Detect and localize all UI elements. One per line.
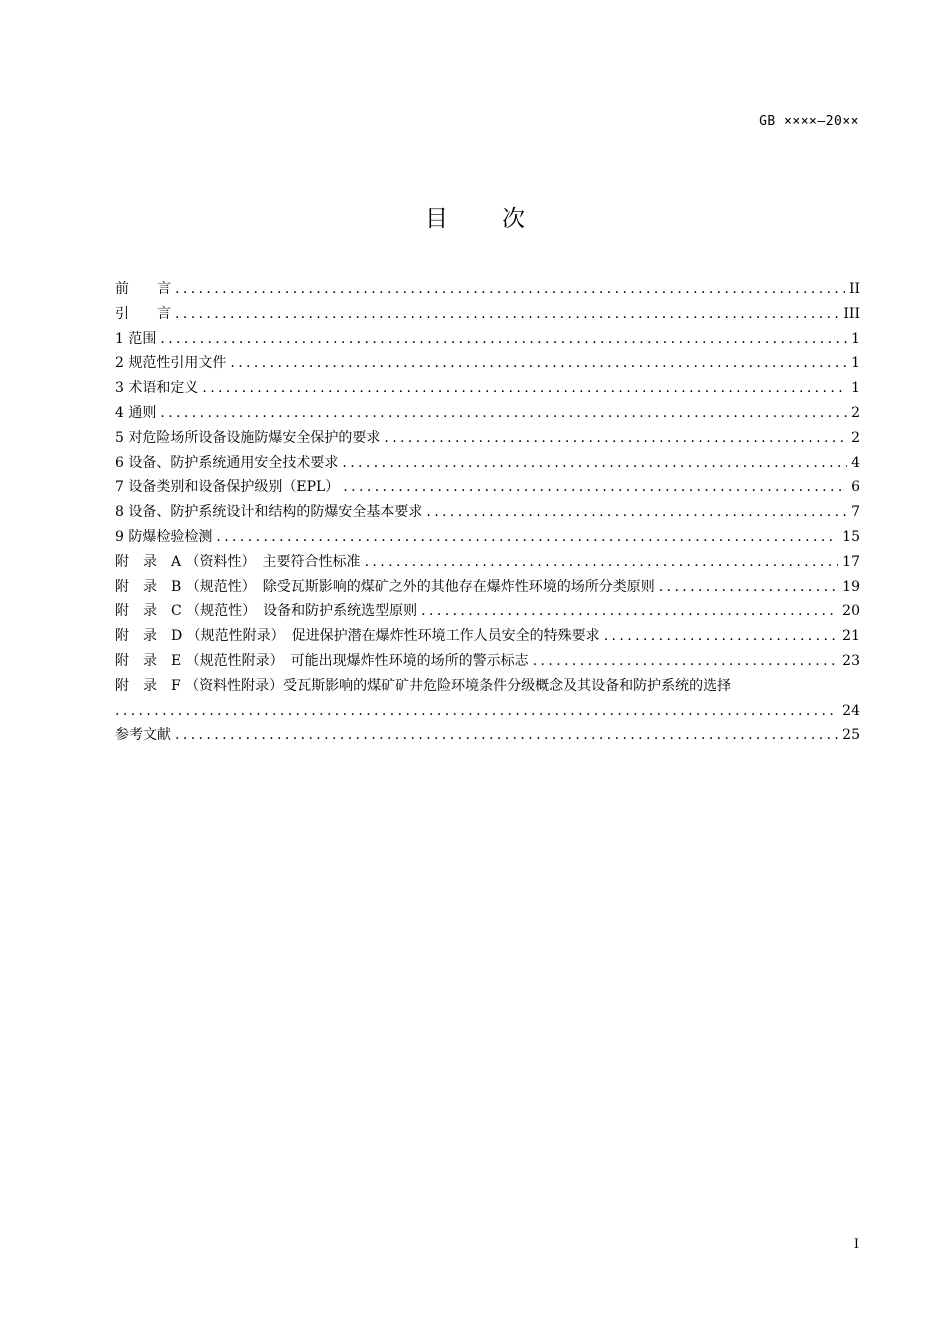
toc-entry-label: 附 录 B （规范性） 除受瓦斯影响的煤矿之外的其他存在爆炸性环境的场所分类原则	[115, 578, 655, 595]
toc-entry-terms-definitions[interactable]	[115, 376, 860, 401]
toc-entry-label: 4 通则	[115, 404, 157, 421]
toc-entry-bibliography[interactable]	[115, 723, 860, 748]
toc-leader-dots	[160, 401, 847, 426]
toc-entry-page: 23	[842, 652, 860, 669]
toc-leader-dots	[659, 575, 838, 600]
toc-entry-label: 附 录 F （资料性附录）受瓦斯影响的煤矿矿井危险环境条件分级概念及其设备和防护系统的选择	[115, 677, 732, 694]
toc-entry-section-5[interactable]	[115, 426, 860, 451]
toc-entry-page: 1	[851, 380, 860, 397]
toc-entry-label: 3 术语和定义	[115, 380, 199, 397]
toc-leader-dots	[230, 351, 847, 376]
toc-entry-label: 参考文献	[115, 727, 171, 744]
toc-entry-label: 2 规范性引用文件	[115, 355, 227, 372]
toc-entry-page: 7	[851, 504, 860, 521]
toc-entry-label: 1 范围	[115, 330, 157, 347]
standard-code: GB ××××—20××	[759, 114, 859, 129]
toc-entry-page: 1	[851, 355, 860, 372]
toc-leader-dots	[202, 376, 847, 401]
toc-entry-section-9[interactable]	[115, 525, 860, 550]
toc-entry-label: 7 设备类别和设备保护级别（EPL）	[115, 479, 340, 496]
toc-entry-introduction[interactable]	[115, 302, 860, 327]
toc-entry-annex-d[interactable]	[115, 624, 860, 649]
toc-entry-label: 前 言	[115, 281, 171, 297]
toc-entry-page: 15	[842, 528, 860, 545]
toc-entry-label: 5 对危险场所设备设施防爆安全保护的要求	[115, 429, 381, 446]
toc-leader-dots	[175, 723, 838, 748]
toc-leader-dots	[175, 277, 845, 302]
toc-entry-page: 1	[851, 330, 860, 347]
toc-entry-page: 4	[851, 454, 860, 471]
toc-entry-page: 21	[842, 628, 860, 645]
toc-entry-scope[interactable]	[115, 327, 860, 352]
toc-entry-annex-f-continued[interactable]	[115, 699, 860, 724]
toc-leader-dots	[342, 451, 847, 476]
toc-entry-annex-b[interactable]	[115, 575, 860, 600]
toc-leader-dots	[533, 649, 839, 674]
toc-leader-dots	[421, 599, 838, 624]
toc-entry-label: 附 录 E （规范性附录） 可能出现爆炸性环境的场所的警示标志	[115, 652, 529, 669]
toc-entry-page: 2	[851, 404, 860, 421]
toc-entry-page: 17	[842, 553, 860, 570]
toc-entry-section-7[interactable]	[115, 475, 860, 500]
toc-entry-page: 19	[842, 578, 860, 595]
toc-entry-foreword[interactable]	[115, 277, 860, 302]
toc-entry-section-8[interactable]	[115, 500, 860, 525]
toc-entry-page: 20	[842, 603, 860, 620]
toc-entry-label: 附 录 C （规范性） 设备和防护系统选型原则	[115, 603, 418, 620]
toc-entry-page: 24	[842, 702, 860, 719]
toc-leader-dots	[115, 699, 838, 724]
toc-leader-dots	[343, 475, 847, 500]
toc-entry-annex-f[interactable]	[115, 674, 860, 699]
toc-entry-label: 9 防爆检验检测	[115, 528, 213, 545]
toc-leader-dots	[216, 525, 838, 550]
toc-entry-page: 2	[851, 429, 860, 446]
toc-leader-dots	[426, 500, 847, 525]
table-of-contents	[115, 277, 860, 748]
toc-leader-dots	[604, 624, 838, 649]
toc-leader-dots	[175, 302, 839, 327]
toc-entry-label: 引 言	[115, 305, 171, 322]
toc-entry-normative-references[interactable]	[115, 351, 860, 376]
toc-entry-page: II	[848, 281, 860, 297]
page-number: I	[853, 1237, 859, 1252]
toc-leader-dots	[384, 426, 847, 451]
toc-entry-annex-a[interactable]	[115, 550, 860, 575]
toc-leader-dots	[160, 327, 847, 352]
toc-entry-section-6[interactable]	[115, 451, 860, 476]
toc-entry-label: 6 设备、防护系统通用安全技术要求	[115, 454, 339, 471]
toc-entry-label: 附 录 D （规范性附录） 促进保护潜在爆炸性环境工作人员安全的特殊要求	[115, 628, 600, 645]
page-title: 目次	[425, 206, 579, 232]
toc-entry-annex-c[interactable]	[115, 599, 860, 624]
toc-entry-general[interactable]	[115, 401, 860, 426]
toc-entry-label: 附 录 A （资料性） 主要符合性标准	[115, 553, 361, 570]
toc-entry-page: III	[843, 305, 860, 322]
toc-entry-page: 6	[851, 479, 860, 496]
toc-entry-label: 8 设备、防护系统设计和结构的防爆安全基本要求	[115, 504, 423, 521]
toc-entry-page: 25	[842, 727, 860, 744]
toc-entry-annex-e[interactable]	[115, 649, 860, 674]
toc-leader-dots	[365, 550, 839, 575]
